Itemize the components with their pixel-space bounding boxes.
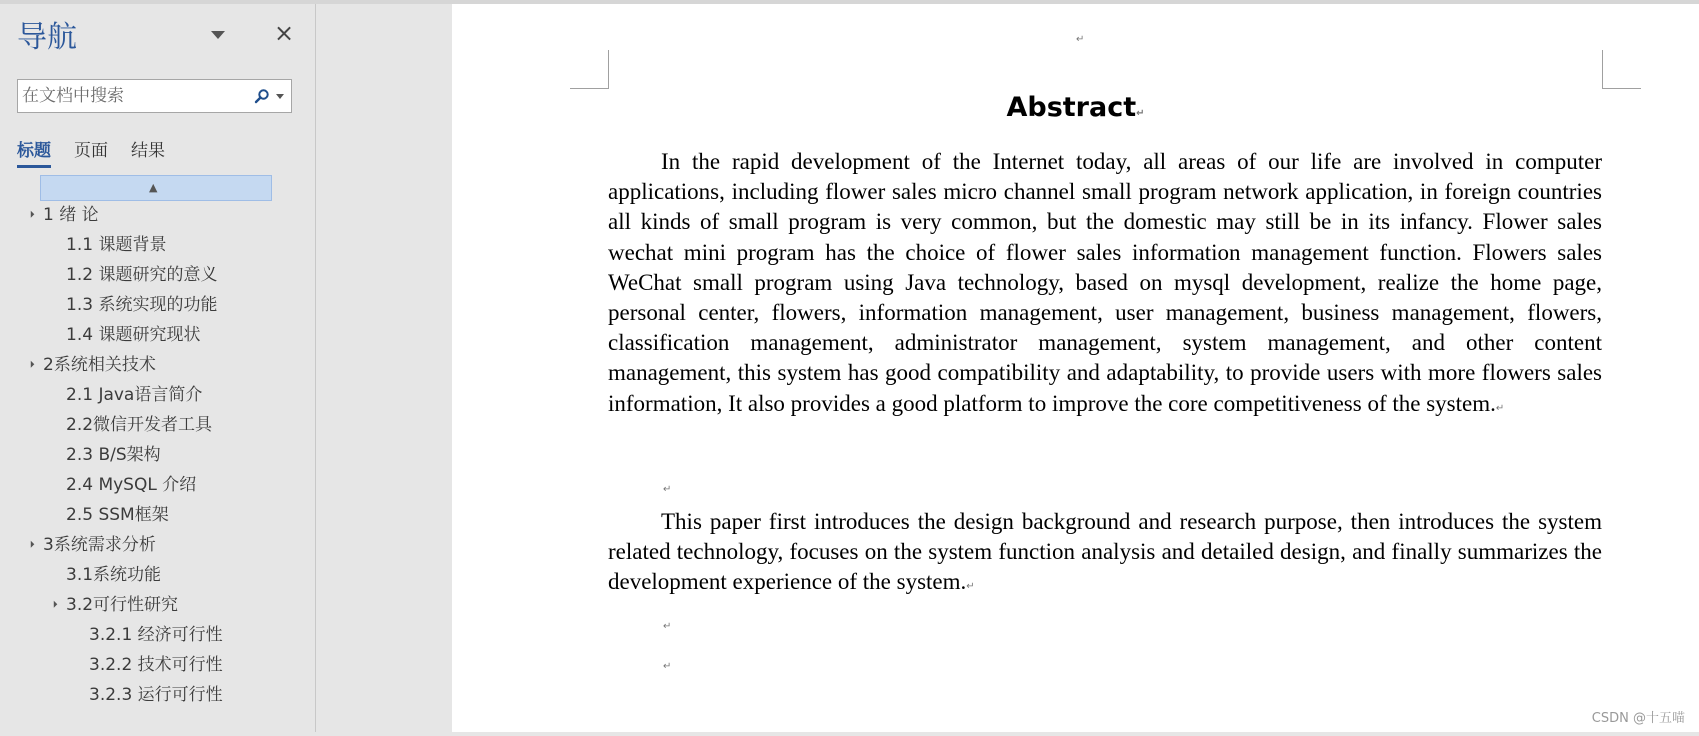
empty-paragraph-mark: ↵ — [663, 621, 672, 632]
tree-item-label: 1.2 课题研究的意义 — [66, 265, 218, 285]
collapse-caret-icon[interactable] — [47, 597, 58, 608]
tree-item-label: 2.2微信开发者工具 — [66, 415, 213, 435]
tree-item-1[interactable] — [43, 204, 99, 229]
collapse-caret-icon[interactable] — [24, 357, 35, 368]
margin-corner-marker — [570, 50, 609, 89]
heading-tree — [0, 204, 315, 736]
tree-item-label: 3.2.2 技术可行性 — [89, 655, 223, 675]
tab-results[interactable]: 结果 — [131, 141, 165, 161]
paragraph-text: In the rapid development of the Internet today, all areas of our life are involved in computer applications, including flower sales micro channel small program network application, in foreign countries all kinds of small program is very common, but the domestic may still be in its infancy. Flower sales wechat mini program has the choice of flower sales information management function. Flowers sales WeChat small program using Java technology, based on mysql development, realize the home page, personal center, flowers, information management, user management, business management, flowers, classification management, administrator management, system management, and other content management, this system has good compatibility and adaptability, to provide users with more flowers sales information, It also provides a good platform to improve the core competitiveness of the system. — [608, 149, 1602, 416]
tree-item-label: 1.3 系统实现的功能 — [66, 295, 218, 315]
scroll-up-icon: ▲ — [149, 181, 158, 194]
paragraph-mark: ↵ — [1495, 402, 1505, 414]
watermark: CSDN @十五喵 — [1591, 711, 1685, 726]
close-icon[interactable]: × — [273, 19, 295, 47]
tree-item-label: 3.2可行性研究 — [66, 595, 179, 615]
collapse-caret-icon[interactable] — [24, 537, 35, 548]
paragraph-mark: ↵ — [1076, 34, 1085, 45]
tree-item-2-2[interactable] — [66, 411, 212, 439]
heading-text: Abstract — [1006, 92, 1137, 123]
tree-item-label: 2.3 B/S架构 — [66, 445, 161, 465]
tree-item-label: 2.5 SSM框架 — [66, 505, 169, 525]
nav-options-dropdown-icon[interactable] — [211, 31, 225, 39]
tab-pages[interactable]: 页面 — [74, 141, 108, 161]
tree-item-label: 1 绪 论 — [43, 205, 99, 225]
tab-headings[interactable]: 标题 — [17, 136, 51, 161]
tree-item-label: 2系统相关技术 — [43, 355, 156, 375]
tree-item-label: 3.2.1 经济可行性 — [89, 625, 223, 645]
navigation-pane — [0, 4, 316, 732]
nav-title: 导航 — [17, 20, 77, 55]
tree-item-label: 2.4 MySQL 介绍 — [66, 475, 197, 495]
tree-item-label: 1.1 课题背景 — [66, 235, 167, 255]
paragraph-text: This paper first introduces the design background and research purpose, then introduces the system related technology, focuses on the system function analysis and detailed design, and finally summarizes the development experience of the system. — [608, 509, 1602, 595]
document-area[interactable] — [316, 4, 1699, 732]
tree-item-label: 3系统需求分析 — [43, 535, 156, 555]
empty-paragraph-mark: ↵ — [663, 661, 672, 672]
tree-item-3[interactable] — [43, 531, 156, 559]
abstract-paragraph-2[interactable] — [608, 507, 1602, 603]
tree-item-2-5[interactable] — [66, 501, 169, 529]
tree-item-2-4[interactable] — [66, 471, 196, 499]
abstract-paragraph-1[interactable] — [608, 147, 1602, 424]
search-input[interactable] — [20, 82, 254, 110]
search-box[interactable] — [17, 79, 292, 113]
tree-item-2-3[interactable] — [66, 441, 161, 469]
search-icon[interactable] — [254, 88, 270, 104]
tree-item-1-1[interactable] — [66, 231, 166, 259]
abstract-heading — [452, 92, 1699, 123]
tree-item-2[interactable] — [43, 351, 156, 379]
paragraph-mark: ↵ — [1136, 108, 1145, 119]
empty-paragraph-mark: ↵ — [663, 484, 672, 495]
document-page[interactable] — [452, 4, 1699, 732]
tree-item-2-1[interactable] — [66, 381, 202, 409]
tree-item-1-4[interactable] — [66, 321, 200, 349]
tree-item-3-2[interactable] — [66, 591, 178, 619]
search-options-chevron-down-icon[interactable] — [276, 94, 284, 99]
tree-item-label: 3.2.3 运行可行性 — [89, 685, 223, 705]
tree-item-3-1[interactable] — [66, 561, 161, 589]
tree-item-label: 1.4 课题研究现状 — [66, 325, 201, 345]
tree-item-1-3[interactable] — [66, 291, 217, 319]
tree-item-label: 3.1系统功能 — [66, 565, 162, 585]
tree-item-3-2-1[interactable] — [89, 621, 223, 649]
scroll-up-button[interactable] — [40, 175, 272, 201]
tree-item-3-2-3[interactable] — [89, 681, 223, 709]
tree-item-1-2[interactable] — [66, 261, 217, 289]
paragraph-mark: ↵ — [966, 581, 975, 593]
tree-item-label: 2.1 Java语言简介 — [66, 385, 203, 405]
tree-item-3-2-2[interactable] — [89, 651, 223, 679]
margin-corner-marker — [1602, 50, 1641, 89]
collapse-caret-icon[interactable] — [24, 207, 35, 218]
